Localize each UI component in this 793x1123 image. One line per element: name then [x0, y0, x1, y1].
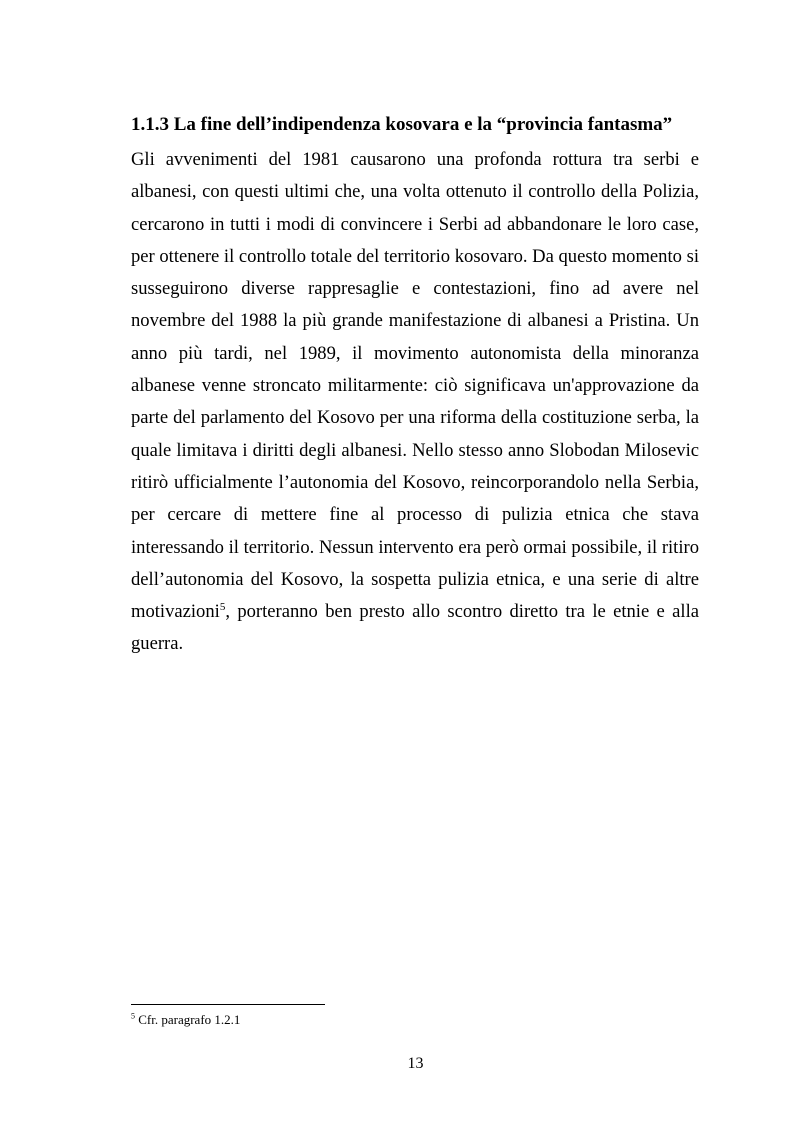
page-number: 13 [407, 1055, 424, 1072]
section-heading: 1.1.3 La fine dell’indipendenza kosovara e la “provincia fantasma” [131, 114, 673, 135]
footnote [131, 1011, 240, 1029]
paragraph-text-part2: , porteranno ben presto allo scontro diretto tra le etnie e alla guerra. [131, 601, 699, 655]
footnote-text: Cfr. paragrafo 1.2.1 [135, 1012, 241, 1027]
footnote-number: 5 [131, 1011, 135, 1021]
body-paragraph [131, 144, 699, 661]
footnote-divider [131, 1004, 325, 1005]
paragraph-text-part1: Gli avvenimenti del 1981 causarono una profonda rottura tra serbi e albanesi, con questi ultimi che, una volta ottenuto il controllo della Polizia, cercarono in tutti i modi di convincere i Serbi ad abbandonare le loro case, per ottenere il controllo totale del territorio kosovaro. Da questo momento si susseguirono diverse rappresaglie e contestazioni, fino ad avere nel novembre del 1988 la più grande manifestazione di albanesi a Pristina. Un anno più tardi, nel 1989, il movimento autonomista della minoranza albanese venne stroncato militarmente: ciò significava un'approvazione da parte del parlamento del Kosovo per una riforma della costituzione serba, la quale limitava i diritti degli albanesi. Nello stesso anno Slobodan Milosevic ritirò ufficialmente l’autonomia del Kosovo, reincorporandolo nella Serbia, per cercare di mettere fine al processo di pulizia etnica che stava interessando il territorio. Nessun intervento era però ormai possibile, il ritiro dell’autonomia del Kosovo, la sospetta pulizia etnica, e una serie di altre motivazioni [131, 149, 699, 623]
footnote-reference[interactable]: 5 [219, 600, 226, 613]
